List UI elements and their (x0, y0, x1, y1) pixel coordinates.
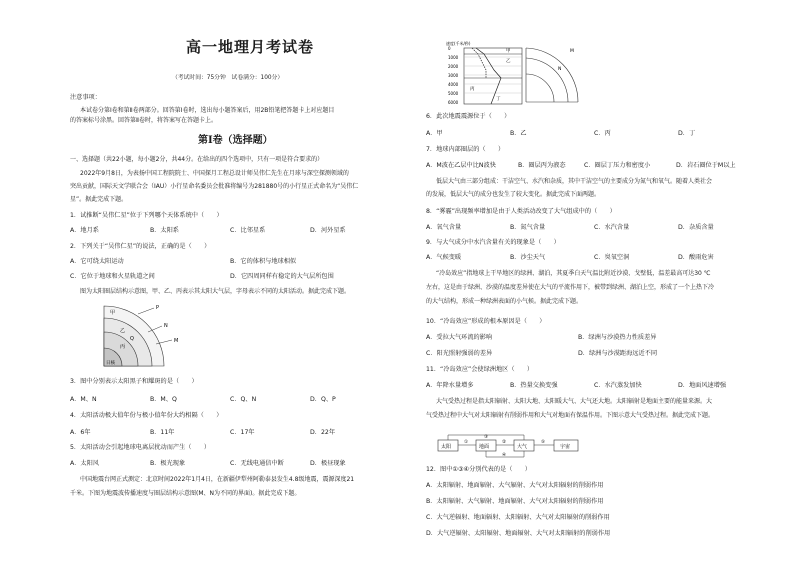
passage-6-line-2: 气受热过程中大气对太阳辐射有削弱作用和大气对地面有保温作用。下图示意大气受热过程。据此完成下题。 (426, 412, 715, 419)
label-core: 日核 (106, 361, 115, 366)
q9-option-a[interactable]: A．气候变暖 (426, 254, 462, 261)
q4-option-c[interactable]: C．17年 (230, 429, 255, 436)
q11-option-b[interactable]: B．热量交换变强 (510, 382, 558, 389)
question-10: 10．“冷岛效应”形成的根本原因是（ ） (426, 318, 546, 325)
passage-1-line-2: 突出贡献，国际天文学联合会（IAU）小行星命名委员会批准将编号为281880号的小行星正式命名为“吴伟仁 (70, 183, 359, 190)
marker-4: ④ (502, 453, 507, 458)
tick-3000: 3000 (448, 73, 459, 78)
question-5: 5．太阳活动会引起地球电离层扰动而产生（ ） (70, 444, 211, 451)
fig2-label-m: M (570, 49, 574, 54)
fig2-ylabel: 速度(千米/秒) (446, 41, 471, 46)
q9-option-b[interactable]: B．沙尘天气 (510, 254, 546, 261)
passage-5-line-2: 左右，这是由于绿洲、沙漠的温度差异使在大气的平流作用下，被带到绿洲、湖泊上空，形成了一个上热下冷 (426, 284, 715, 291)
tick-5000: 5000 (448, 91, 459, 96)
q7-option-b[interactable]: B．圈层丙为液态 (518, 162, 566, 169)
q3-option-b[interactable]: B．M、Q (150, 396, 177, 403)
q11-option-c[interactable]: C．水汽蒸发加快 (594, 382, 642, 389)
passage-5-line-3: 的大气结构，形成一种绿洲表面的小气候。据此完成下题。 (426, 298, 583, 305)
tick-0: 0 (448, 46, 451, 51)
q1-option-b[interactable]: B．太阳系 (150, 227, 179, 234)
box-sun: 太阳 (441, 444, 452, 450)
q12-option-c[interactable]: C．大气逆辐射、地面辐射、太阳辐射、大气对太阳辐射的削弱作用 (426, 514, 610, 521)
label-p: P (156, 305, 160, 311)
q8-option-a[interactable]: A．氧气含量 (426, 224, 462, 231)
q2-option-a[interactable]: A．它可绕太阳运动 (70, 258, 124, 265)
q8-option-c[interactable]: C．水汽含量 (594, 224, 630, 231)
tick-2000: 2000 (448, 64, 459, 69)
question-9: 9．与大气成分中水汽含量有关的现象是（ ） (426, 239, 560, 246)
q10-option-c[interactable]: C．阳光照射强弱的差异 (426, 350, 493, 357)
q1-option-c[interactable]: C．比邻星系 (230, 227, 266, 234)
passage-3-line-1: 中国地震台网正式测定：北京时间2022年1月4日，在新疆伊犁州阿勒泰县发生4.8级地震，震源深度21 (80, 476, 355, 483)
notice-line-2: 的答案标号涂黑。回答第Ⅱ卷时，将答案写在答题卡上。 (70, 117, 217, 124)
marker-1: ① (464, 440, 469, 445)
label-n: N (164, 323, 168, 329)
q5-option-a[interactable]: A．太阳风 (70, 460, 99, 467)
question-6: 6．此次地震震源位于（ ） (426, 113, 511, 120)
passage-4-line-2: 的发展，低层大气的成分也发生了较大变化。据此完成下面两题。 (426, 191, 601, 198)
q2-option-b[interactable]: B．它的体积与地球相似 (230, 258, 297, 265)
fig2-label-n: N (558, 67, 562, 72)
section-title: 第Ⅰ卷（选择题） (198, 135, 273, 146)
q10-option-d[interactable]: D．绿洲与沙漠距海远近不同 (578, 350, 658, 357)
label-yi: 乙 (120, 328, 126, 334)
q8-option-b[interactable]: B．氮气含量 (510, 224, 546, 231)
q5-option-b[interactable]: B．极光现象 (150, 460, 186, 467)
q2-option-d[interactable]: D．它四周同样有稳定的大气层所包围 (230, 273, 334, 280)
q7-option-a[interactable]: A．M波在乙层中比N波快 (426, 162, 496, 169)
q3-option-d[interactable]: D．Q、P (310, 396, 336, 403)
q3-option-a[interactable]: A．M、N (70, 396, 97, 403)
q5-option-c[interactable]: C．无线电通信中断 (230, 460, 284, 467)
tick-1000: 1000 (448, 55, 459, 60)
tick-6000: 6000 (448, 100, 459, 105)
question-2: 2．下列关于“吴伟仁星”的说法，正确的是（ ） (70, 243, 211, 250)
question-11: 11．“冷岛效应”会使绿洲地区（ ） (426, 366, 534, 373)
question-7: 7．地球内部圈层的（ ） (426, 146, 505, 153)
tick-4000: 4000 (448, 82, 459, 87)
part-intro: 一、选择题（共22小题，每小题2分，共44分。在给出的四个选项中，只有一项是符合要求的） (70, 156, 324, 163)
notice-line-1: 本试卷分第Ⅰ卷和第Ⅱ卷两部分。回答第Ⅰ卷时，选出每小题答案后，用2B铅笔把答题卡上对应题目 (80, 107, 335, 114)
notice-label: 注意事项： (70, 94, 101, 101)
q4-option-b[interactable]: B．11年 (150, 429, 175, 436)
fig2-label-jia: 甲 (506, 49, 511, 54)
box-space: 宇宙 (560, 444, 571, 450)
q11-option-a[interactable]: A．年降水量增多 (426, 382, 474, 389)
passage-3-line-2: 千米。下图为地震波传播速度与圈层结构示意图(M、N为不同的界面)。据此完成下题。 (70, 490, 301, 497)
box-atmosphere: 大气 (517, 444, 528, 450)
marker-2: ② (502, 440, 507, 445)
q1-option-a[interactable]: A．地月系 (70, 227, 99, 234)
question-3: 3．图中分别表示太阳黑子和耀斑的是（ ） (70, 378, 198, 385)
passage-6-line-1: 大气受热过程是指太阳辐射、太阳大地、太阳暖大气、大气还大地。太阳辐射是地面主要的能量来源。大 (436, 398, 713, 405)
label-m: M (174, 338, 179, 344)
passage-4-line-1: 低层大气由三部分组成：干洁空气、水汽和杂质，其中干洁空气的主要成分为氮气和氧气。随着人类社会 (436, 178, 713, 185)
q9-option-d[interactable]: D．酸雨危害 (678, 254, 714, 261)
question-1: 1．试推断“吴伟仁星”位于下列哪个天体系统中（ ） (70, 212, 223, 219)
q7-option-c[interactable]: C．圈层丁压力和密度小 (584, 162, 651, 169)
box-ground: 地面 (479, 444, 490, 450)
q10-option-a[interactable]: A．受拉大气环流的影响 (426, 334, 493, 341)
q8-option-d[interactable]: D．杂质含量 (678, 224, 714, 231)
passage-1-line-3: 星”。据此完成下题。 (70, 196, 128, 203)
marker-3: ③ (484, 435, 489, 440)
q7-option-d[interactable]: D．岩石圈位于M以上 (676, 162, 736, 169)
q10-option-b[interactable]: B．绿洲与沙漠热力性质差异 (578, 334, 657, 341)
question-12: 12．图中①③④分别代表的是（ ） (426, 466, 531, 473)
q12-option-d[interactable]: D．大气逆辐射、太阳辐射、地面辐射、大气对太阳辐射的削弱作用 (426, 530, 611, 537)
q4-option-a[interactable]: A．6年 (70, 429, 91, 436)
q6-option-c[interactable]: C．丙 (594, 130, 611, 137)
label-jia: 甲 (110, 310, 116, 316)
passage-1-line-1: 2022年9月8日，为表扬中国工程院院士、中国探月工程总设计师吴伟仁先生在月球与深空探测领域的 (80, 170, 349, 177)
page-title: 高一地理月考试卷 (186, 38, 315, 56)
q6-option-d[interactable]: D．丁 (678, 130, 696, 137)
solar-structure-figure (100, 300, 196, 370)
q2-option-c[interactable]: C．它位于地球和火星轨道之间 (70, 273, 155, 280)
seismic-wave-figure (446, 40, 586, 108)
q1-option-d[interactable]: D．河外星系 (310, 227, 346, 234)
passage-5-line-1: “冷岛效应”指地球上干旱地区的绿洲、湖泊，其夏季白天气温比附近沙漠、戈壁低，温差最高可达30 ℃ (436, 270, 711, 277)
exam-info: （考试时间：75分钟 试卷满分：100分） (172, 75, 284, 81)
fig2-label-ding: 丁 (496, 97, 501, 102)
question-4: 4．太阳活动极大值年份与极小值年份大约相隔（ ） (70, 412, 223, 419)
q5-option-d[interactable]: D．极昼现象 (310, 460, 346, 467)
passage-2: 图为太阳圈层结构示意图，甲、乙、丙表示其太阳大气层，字母表示不同的太阳活动。据此完成下题。 (80, 288, 351, 295)
q11-option-d[interactable]: D．地面风速增强 (678, 382, 727, 389)
q3-option-c[interactable]: C．Q、N (230, 396, 257, 403)
q9-option-c[interactable]: C．臭氧空洞 (594, 254, 630, 261)
question-8: 8．“雾霾”出现频率增加是由于人类活动改变了大气组成中的（ ） (426, 208, 616, 215)
q4-option-d[interactable]: D．22年 (310, 429, 336, 436)
label-q: Q (130, 336, 134, 342)
fig2-label-yi: 乙 (506, 59, 511, 64)
q12-option-b[interactable]: B．太阳辐射、大气辐射、地面辐射、大气对太阳辐射的削弱作用 (426, 498, 604, 505)
label-bing: 丙 (120, 344, 126, 350)
atmosphere-heating-figure (436, 432, 586, 460)
marker-5: ⑤ (541, 440, 546, 445)
q12-option-a[interactable]: A．太阳辐射、地面辐射、大气辐射、大气对太阳辐射的削弱作用 (426, 482, 604, 489)
q6-option-b[interactable]: B．乙 (510, 130, 527, 137)
fig2-label-bing: 丙 (470, 87, 475, 92)
q6-option-a[interactable]: A．甲 (426, 130, 443, 137)
